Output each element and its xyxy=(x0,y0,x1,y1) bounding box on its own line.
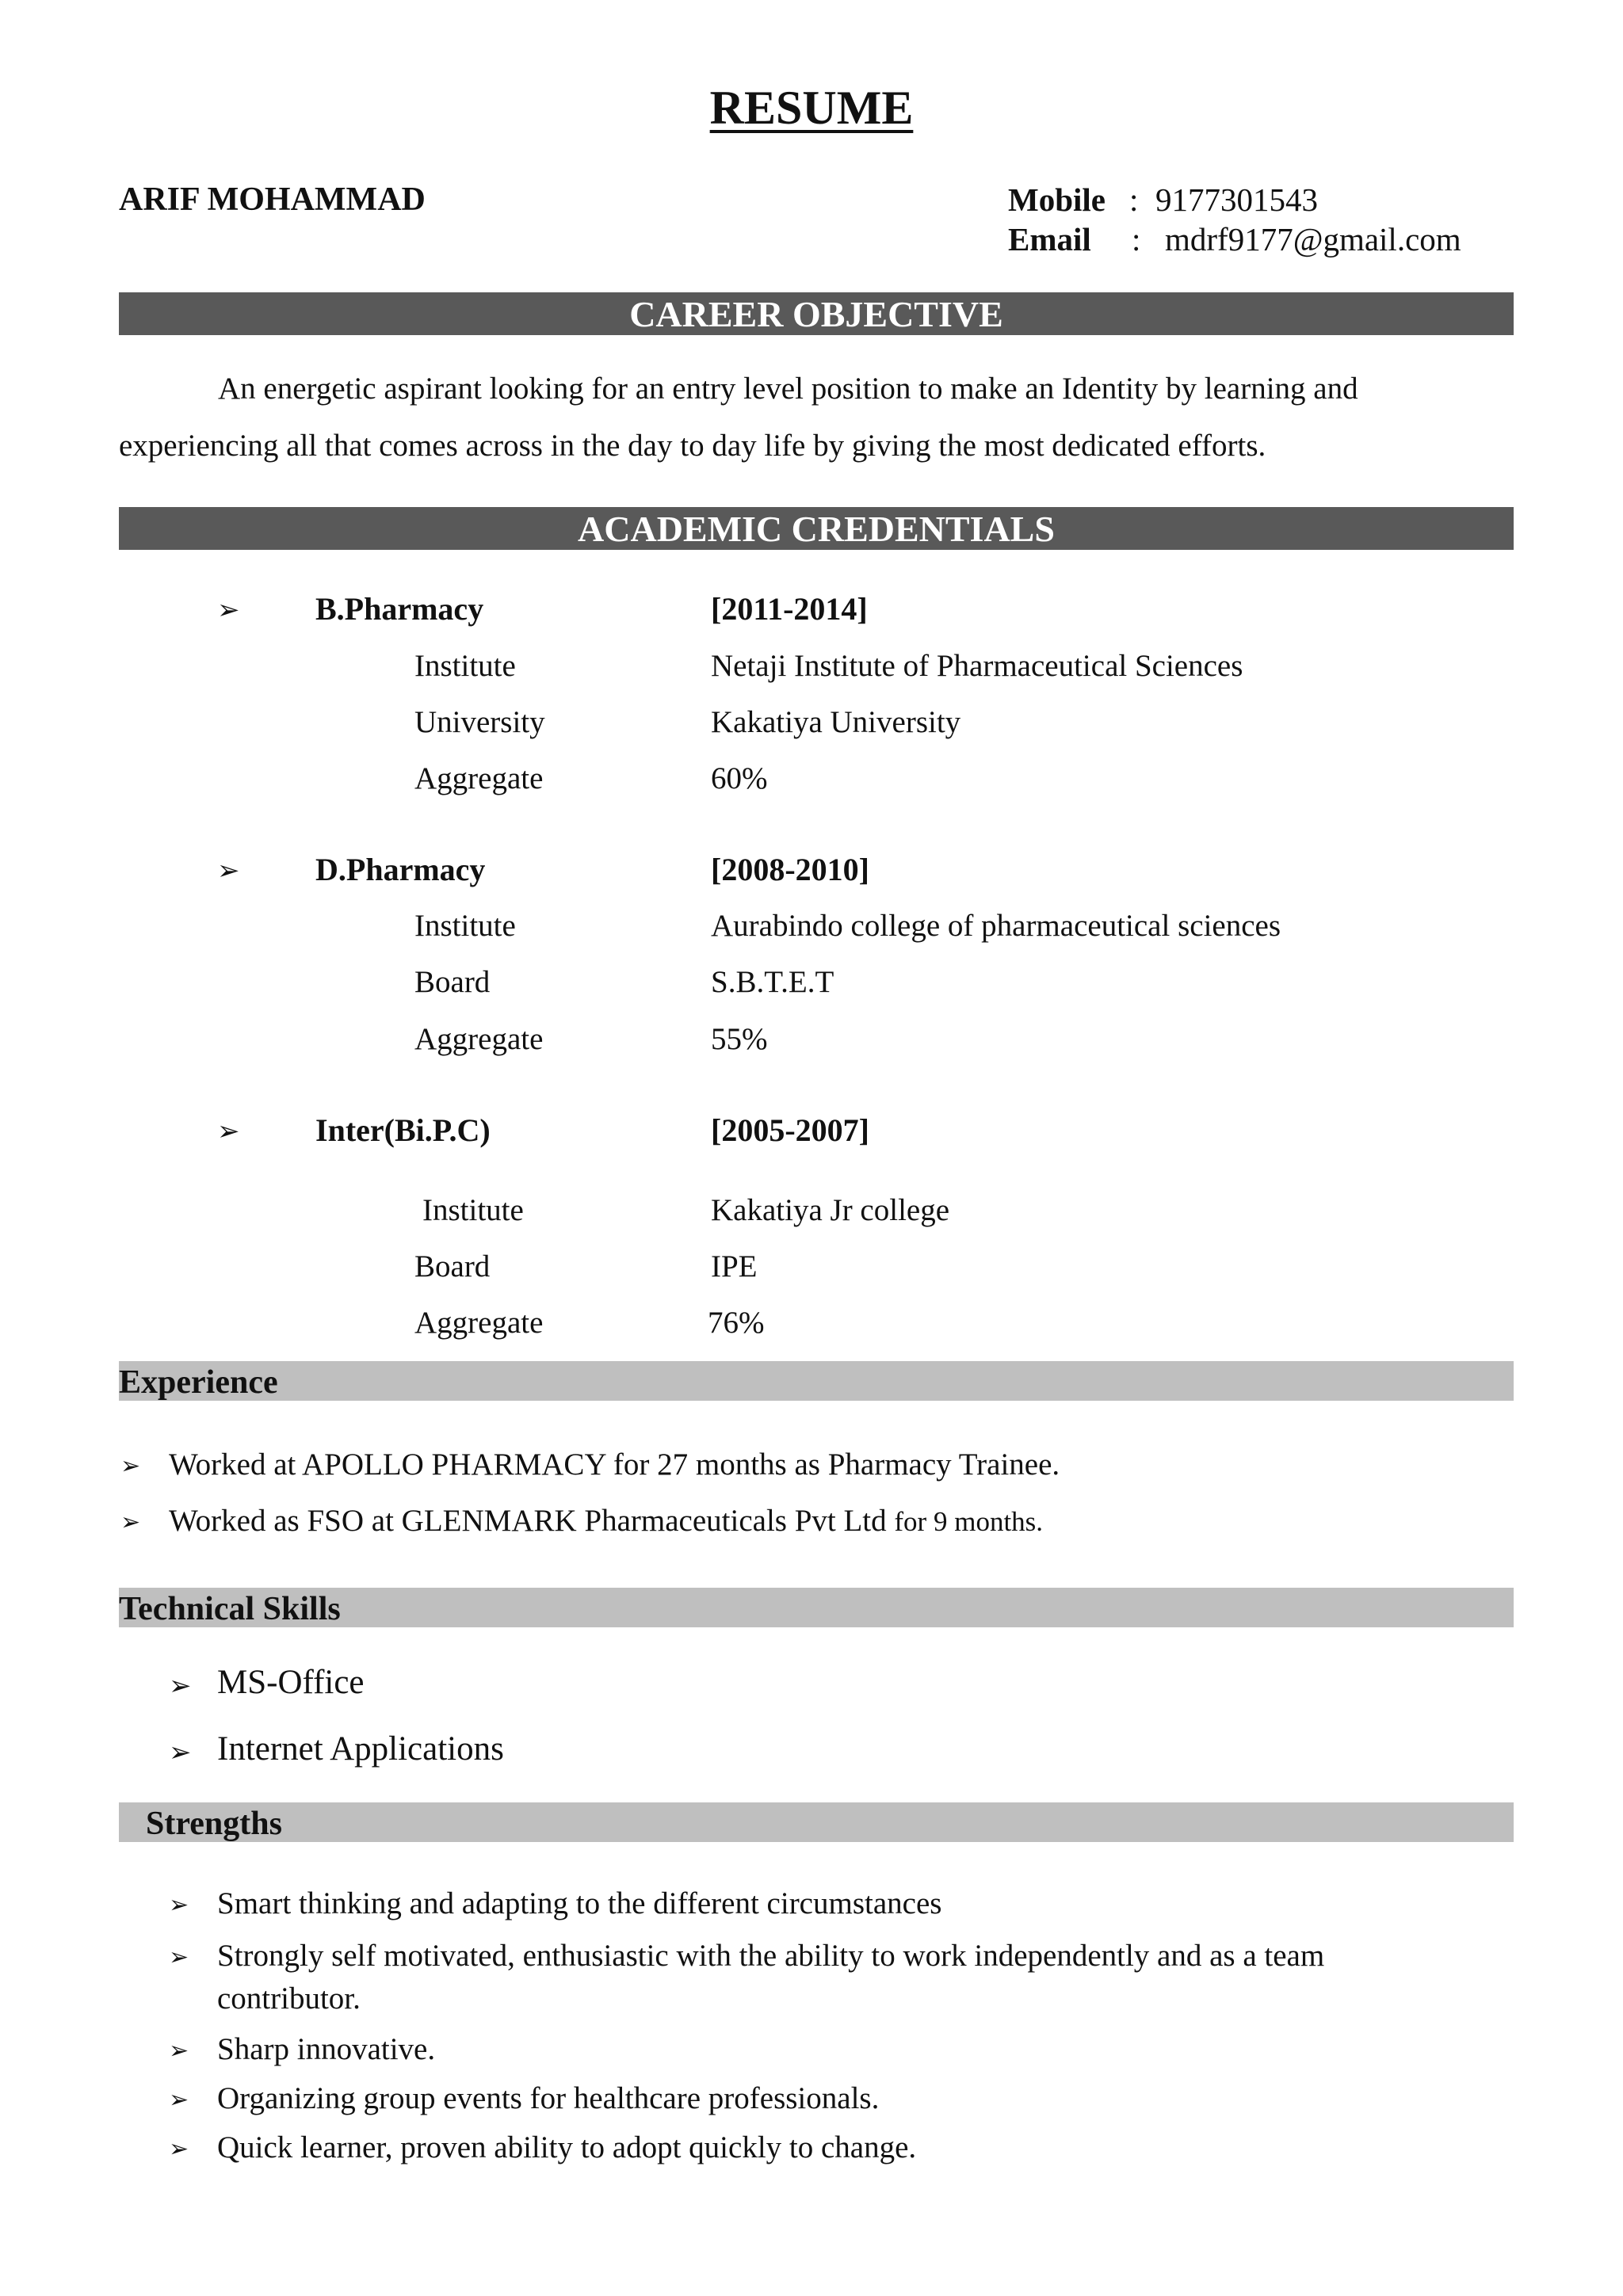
academic-credentials-heading: ACADEMIC CREDENTIALS xyxy=(119,507,1514,550)
detail-value: 55% xyxy=(711,1022,768,1056)
strength-item: Smart thinking and adapting to the different circumstances xyxy=(217,1886,942,1920)
detail-value: Aurabindo college of pharmaceutical sciences xyxy=(711,909,1281,943)
bullet-arrow-icon: ➢ xyxy=(169,1738,192,1768)
objective-line-1: An energetic aspirant looking for an entry level position to make an Identity by learning and xyxy=(218,372,1358,406)
objective-line-2: experiencing all that comes across in the day to day life by giving the most dedicated efforts. xyxy=(119,429,1266,463)
bullet-arrow-icon: ➢ xyxy=(217,1117,240,1146)
bullet-arrow-icon: ➢ xyxy=(169,2038,189,2064)
detail-value: Kakatiya University xyxy=(711,705,961,739)
experience-item-tail: for 9 months. xyxy=(894,1506,1044,1537)
technical-skills-heading: Technical Skills xyxy=(119,1588,1514,1627)
detail-label: Board xyxy=(414,965,491,999)
strength-item-continuation: contributor. xyxy=(217,1981,361,2016)
skill-item: Internet Applications xyxy=(217,1730,504,1768)
mobile-label: Mobile xyxy=(1008,181,1106,218)
detail-label: Board xyxy=(414,1249,491,1283)
email-address: mdrf9177@gmail.com xyxy=(1165,221,1461,257)
degree-years: [2008-2010] xyxy=(711,852,869,887)
detail-label: University xyxy=(414,705,545,739)
detail-value: Netaji Institute of Pharmaceutical Sciences xyxy=(711,649,1243,683)
detail-value: IPE xyxy=(711,1249,758,1283)
detail-value: 60% xyxy=(711,761,768,795)
bullet-arrow-icon: ➢ xyxy=(217,596,240,625)
detail-value: Kakatiya Jr college xyxy=(711,1193,950,1227)
strength-item: Strongly self motivated, enthusiastic with the ability to work independently and as a team xyxy=(217,1939,1325,1973)
degree-name: B.Pharmacy xyxy=(315,591,484,627)
degree-years: [2005-2007] xyxy=(711,1112,869,1148)
career-objective-heading: CAREER OBJECTIVE xyxy=(119,292,1514,335)
strengths-heading: Strengths xyxy=(119,1802,1514,1842)
candidate-name: ARIF MOHAMMAD xyxy=(119,181,426,218)
bullet-arrow-icon: ➢ xyxy=(120,1453,141,1479)
bullet-arrow-icon: ➢ xyxy=(217,856,240,886)
mobile-number: 9177301543 xyxy=(1155,181,1318,218)
bullet-arrow-icon: ➢ xyxy=(169,2136,189,2162)
bullet-arrow-icon: ➢ xyxy=(169,1892,189,1918)
bullet-arrow-icon: ➢ xyxy=(120,1509,141,1535)
degree-name: D.Pharmacy xyxy=(315,852,486,887)
strength-item: Quick learner, proven ability to adopt quickly to change. xyxy=(217,2130,917,2164)
degree-years: [2011-2014] xyxy=(711,591,868,627)
experience-item: Worked at APOLLO PHARMACY for 27 months as Pharmacy Trainee. xyxy=(169,1447,1060,1482)
strength-item: Sharp innovative. xyxy=(217,2032,436,2066)
bullet-arrow-icon: ➢ xyxy=(169,2087,189,2113)
mobile-separator: : xyxy=(1129,181,1139,218)
email-label: Email xyxy=(1008,221,1091,257)
detail-label: Aggregate xyxy=(414,761,544,795)
bullet-arrow-icon: ➢ xyxy=(169,1944,189,1970)
detail-value: 76% xyxy=(708,1306,765,1340)
detail-value: S.B.T.E.T xyxy=(711,965,834,999)
detail-label: Aggregate xyxy=(414,1306,544,1340)
experience-item-main: Worked as FSO at GLENMARK Pharmaceuticals Pvt Ltd xyxy=(169,1504,887,1538)
detail-label: Institute xyxy=(414,649,516,683)
detail-label: Aggregate xyxy=(414,1022,544,1056)
page-title: RESUME xyxy=(709,82,914,134)
bullet-arrow-icon: ➢ xyxy=(169,1672,192,1701)
experience-item xyxy=(169,1503,1043,1539)
email-separator: : xyxy=(1132,221,1141,257)
experience-heading: Experience xyxy=(119,1361,1514,1401)
skill-item: MS-Office xyxy=(217,1664,365,1701)
detail-label: Institute xyxy=(422,1193,524,1227)
degree-name: Inter(Bi.P.C) xyxy=(315,1112,491,1148)
detail-label: Institute xyxy=(414,909,516,943)
strength-item: Organizing group events for healthcare professionals. xyxy=(217,2081,880,2115)
